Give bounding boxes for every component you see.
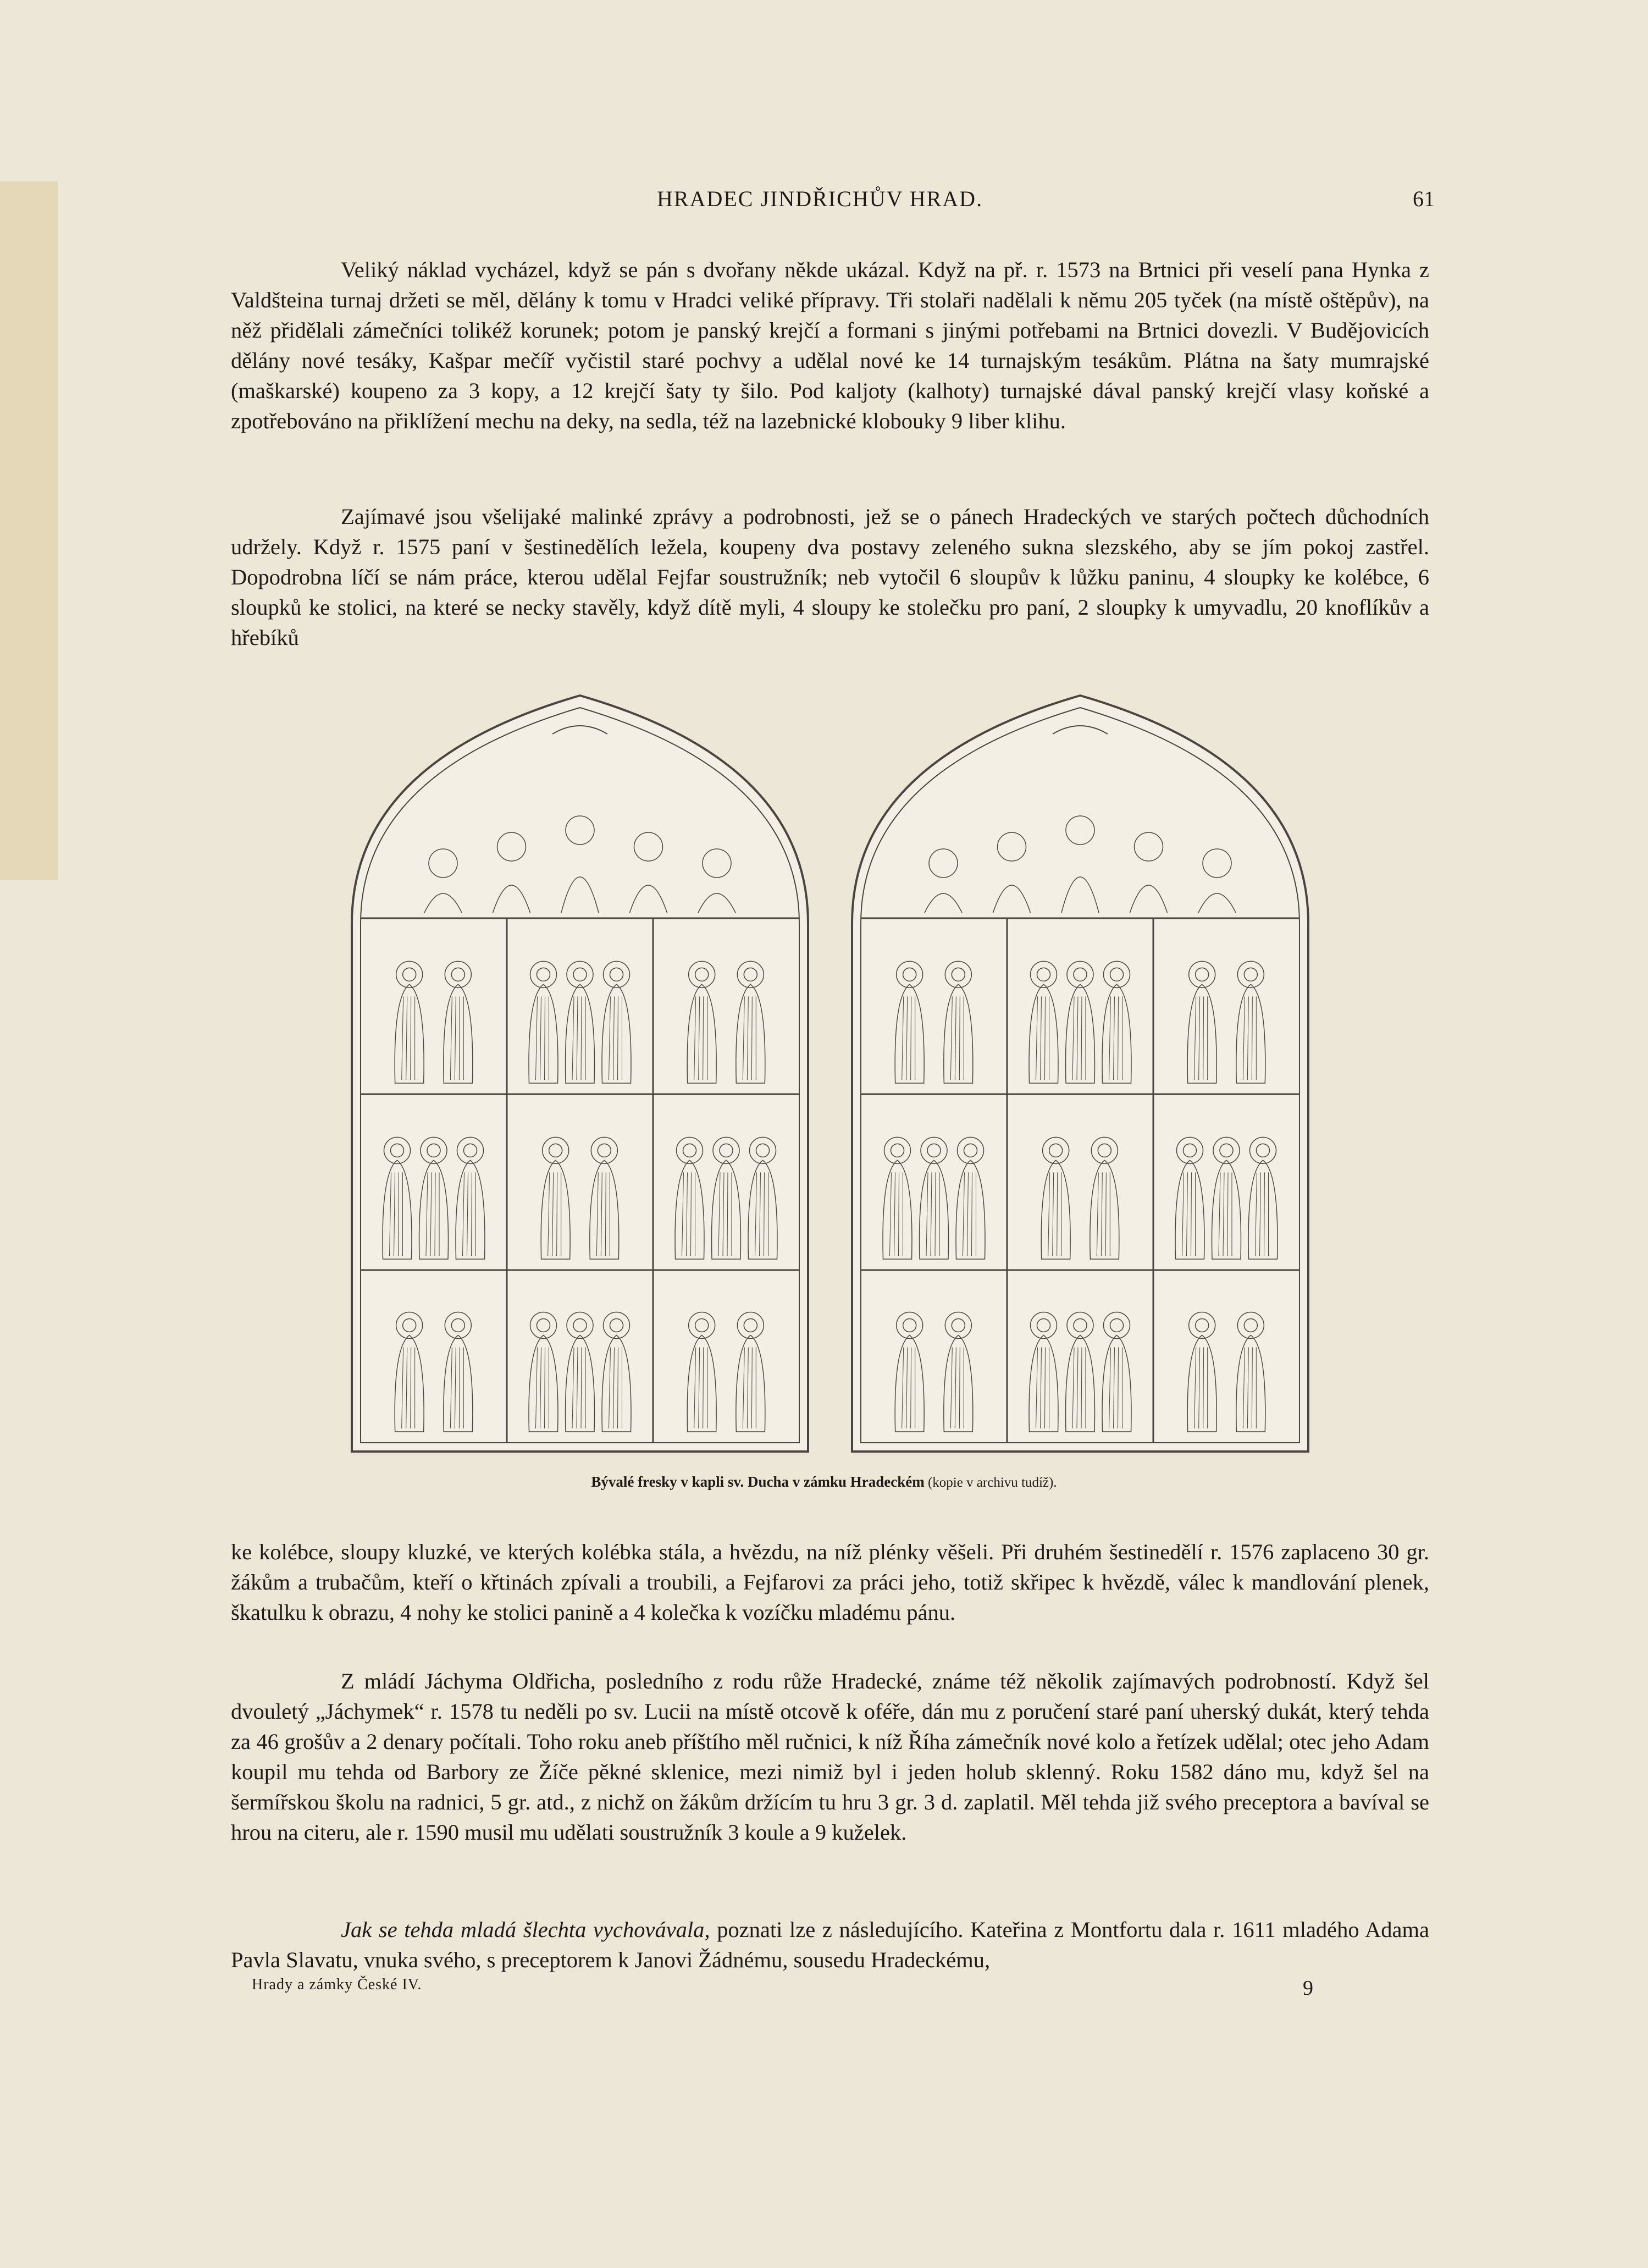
running-title: HRADEC JINDŘICHŮV HRAD. xyxy=(657,186,983,211)
paragraph-5-text: poznati lze z následujícího. Kateřina z Montfortu dala r. 1611 mladého Adama Pavla Slavatu, vnuka svého, s preceptorem k Janovi Žádnému, sousedu Hradeckému, xyxy=(231,1917,1430,1972)
left-window-fresco xyxy=(352,696,808,1452)
right-window-fresco xyxy=(852,696,1308,1452)
page-number: 61 xyxy=(1413,186,1435,211)
paragraph-3: ke kolébce, sloupy kluzké, ve kterých kolébka stála, a hvězdu, na níž plénky věšeli. Při druhém šestinedělí r. 1576 zaplaceno 30 gr. žákům a trubačům, kteří o křtinách zpívali a troubili, a Fejfarovi za práci jeho, totiž skřipec k hvězdě, válec k mandlování plenek, škatulku k obrazu, 4 nohy ke stolici panině a 4 kolečka k vozíčku mladému pánu. xyxy=(231,1539,1429,1625)
fresco-illustration xyxy=(341,687,1319,1463)
figure-caption xyxy=(0,1474,1648,1491)
page-header xyxy=(0,186,1648,219)
fresco-windows-drawing xyxy=(341,687,1319,1463)
footer-signature: 9 xyxy=(1303,1977,1313,2000)
page-edge-strip xyxy=(0,181,58,880)
caption-note: (kopie v archivu tudíž). xyxy=(924,1475,1057,1490)
page-footer xyxy=(0,1976,1648,2004)
footer-source: Hrady a zámky České IV. xyxy=(252,1976,422,1993)
paragraph-1: Veliký náklad vycházel, když se pán s dvořany někde ukázal. Když na př. r. 1573 na Brtnici při veselí pana Hynka z Valdšteina turnaj držeti se měl, dělány k tomu v Hradci veliké přípravy. Tři stolaři nadělali k němu 205 tyček (na místě oštěpův), na něž přidělali zámečníci tolikéž korunek; potom je panský krejčí a formani s jinými potřebami na Brtnici dovezli. V Budějovicích dělány nové tesáky, Kašpar mečíř vyčistil staré pochvy a udělal nové ke 14 turnajským tesákům. Plátna na šaty mumrajské (maškarské) koupeno za 3 kopy, a 12 krejčí šaty ty šilo. Pod kaljoty (kalhoty) turnajské dával panský krejčí vlasy koňské a zpotřebováno na přiklížení mechu na deky, na sedla, též na lazebnické klobouky 9 liber klihu. xyxy=(231,257,1429,433)
paragraph-5 xyxy=(231,1914,1429,1975)
paragraph-2: Zajímavé jsou všelijaké malinké zprávy a podrobnosti, jež se o pánech Hradeckých ve starých počtech důchodních udržely. Když r. 1575 paní v šestinedělích ležela, koupeny dva postavy zeleného sukna slezského, aby se jím pokoj zastřel. Dopodrobna líčí se nám práce, kterou udělal Fejfar soustružník; neb vytočil 6 sloupův k lůžku paninu, 4 sloupky ke kolébce, 6 sloupků ke stolici, na které se necky stavěly, když dítě myli, 4 sloupy ke stolečku pro paní, 2 sloupky k umyvadlu, 20 knoflíkův a hřebíků xyxy=(231,504,1429,650)
paragraph-5-italic: Jak se tehda mladá šlechta vychovávala, xyxy=(341,1917,710,1942)
paragraph-4: Z mládí Jáchyma Oldřicha, posledního z rodu růže Hradecké, známe též několik zajímavých podrobností. Když šel dvouletý „Jáchymek“ r. 1578 tu neděli po sv. Lucii na místě otcově k oféře, dán mu z poručení staré paní uherský dukát, který tehda za 46 grošův a 2 denary počítali. Toho roku aneb příštího měl ručnici, k níž Říha zámečník nové kolo a řetízek udělal; otec jeho Adam koupil mu tehda od Barbory ze Žíče pěkné sklenice, mezi nimiž byl i jeden holub sklenný. Roku 1582 dáno mu, když šel na šermířskou školu na radnici, 5 gr. atd., z nichž on žákům držícím tu hru 3 gr. 3 d. zaplatil. Měl tehda již svého preceptora a bavíval se hrou na citeru, ale r. 1590 musil mu udělati soustružník 3 koule a 9 kuželek. xyxy=(231,1669,1429,1845)
caption-title: Bývalé fresky v kapli sv. Ducha v zámku Hradeckém xyxy=(591,1474,925,1490)
